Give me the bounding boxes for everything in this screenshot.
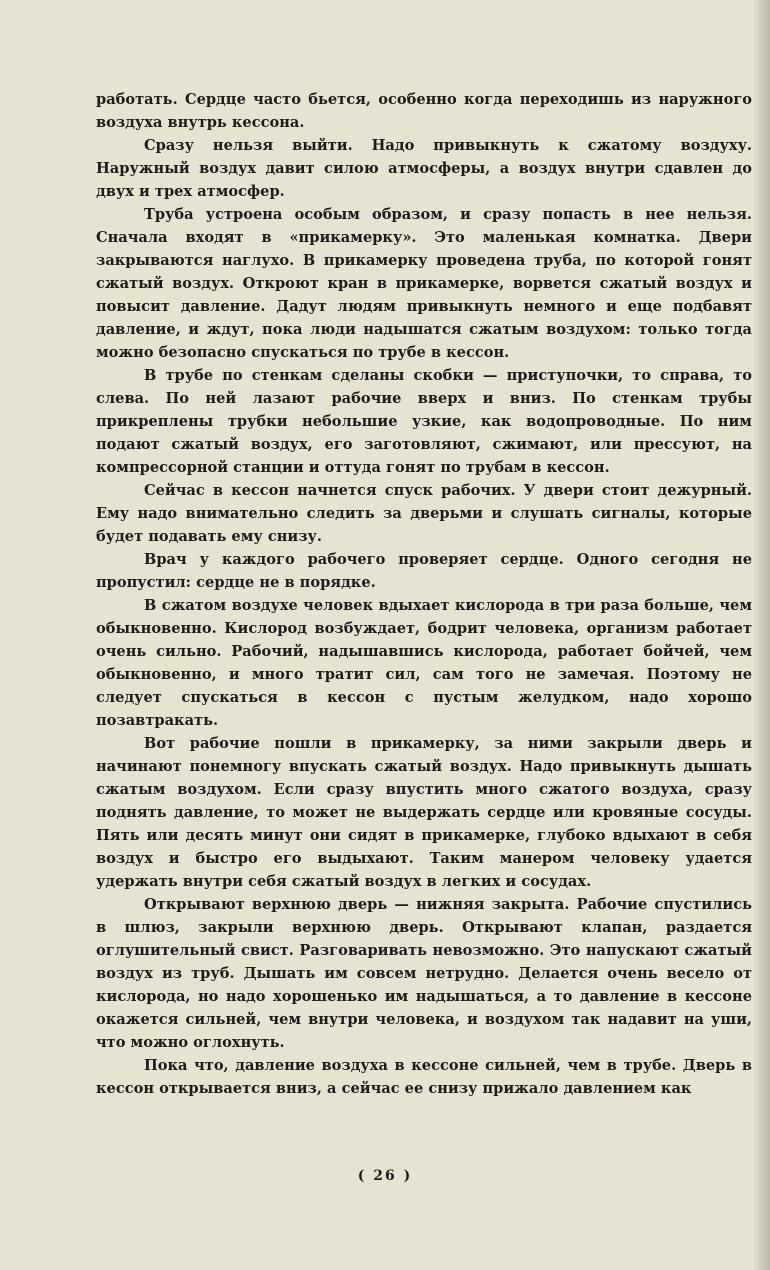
page-number: ( 26 ) xyxy=(357,1168,413,1184)
paragraph: Сейчас в кессон начнется спуск рабочих. У двери стоит дежурный. Ему надо внимательно следить за дверьми и слушать сигналы, которые будет подавать ему снизу. xyxy=(96,482,752,545)
paragraph: Труба устроена особым образом, и сразу попасть в нее нельзя. Сначала входят в «прикамерку». Это маленькая комнатка. Двери закрываются наглухо. В прикамерку проведена труба, по которой гонят сжатый воздух. Откроют кран в прикамерке, ворвется сжатый воздух и повысит давление. Дадут людям привыкнуть немного и еще подбавят давление, и ждут, пока люди надышатся сжатым воздухом: только тогда можно безопасно спускаться по трубе в кессон. xyxy=(96,206,752,361)
paragraph: Сразу нельзя выйти. Надо привыкнуть к сжатому воздуху. Наружный воздух давит силою атмосферы, а воздух внутри сдавлен до двух и трех атмосфер. xyxy=(96,137,752,200)
paragraph: В сжатом воздухе человек вдыхает кислорода в три раза больше, чем обыкновенно. Кислород возбуждает, бодрит человека, организм работает очень сильно. Рабочий, надышавшись кислорода, работает бойчей, чем обыкновенно, и много тратит сил, сам того не замечая. Поэтому не следует спускаться в кессон с пустым желудком, надо хорошо позавтракать. xyxy=(96,597,752,729)
paragraph: Врач у каждого рабочего проверяет сердце. Одного сегодня не пропустил: сердце не в порядке. xyxy=(96,551,752,591)
paragraph: Пока что, давление воздуха в кессоне сильней, чем в трубе. Дверь в кессон открывается вниз, а сейчас ее снизу прижало давлением как xyxy=(96,1057,752,1097)
paragraph: Вот рабочие пошли в прикамерку, за ними закрыли дверь и начинают понемногу впускать сжатый воздух. Надо привыкнуть дышать сжатым воздухом. Если сразу впустить много сжатого воздуха, сразу поднять давление, то может не выдержать сердце или кровяные сосуды. Пять или десять минут они сидят в прикамерке, глубоко вдыхают в себя воздух и быстро его выдыхают. Таким манером человеку удается удержать внутри себя сжатый воздух в легких и сосудах. xyxy=(96,735,752,890)
page-edge-shadow xyxy=(752,0,770,1270)
paragraph: Открывают верхнюю дверь — нижняя закрыта. Рабочие спустились в шлюз, закрыли верхнюю дверь. Открывают клапан, раздается оглушительный свист. Разговаривать невозможно. Это напускают сжатый воздух из труб. Дышать им совсем нетрудно. Делается очень весело от кислорода, но надо хорошенько им надышаться, а то давление в кессоне окажется сильней, чем внутри человека, и воздухом так надавит на уши, что можно оглохнуть. xyxy=(96,896,752,1051)
paragraph: работать. Сердце часто бьется, особенно когда переходишь из наружного воздуха внутрь кессона. xyxy=(96,91,752,131)
body-text xyxy=(96,88,752,1100)
paragraph: В трубе по стенкам сделаны скобки — приступочки, то справа, то слева. По ней лазают рабочие вверх и вниз. По стенкам трубы прикреплены трубки небольшие узкие, как водопроводные. По ним подают сжатый воздух, его заготовляют, сжимают, или прессуют, на компрессорной станции и оттуда гонят по трубам в кессон. xyxy=(96,367,752,476)
